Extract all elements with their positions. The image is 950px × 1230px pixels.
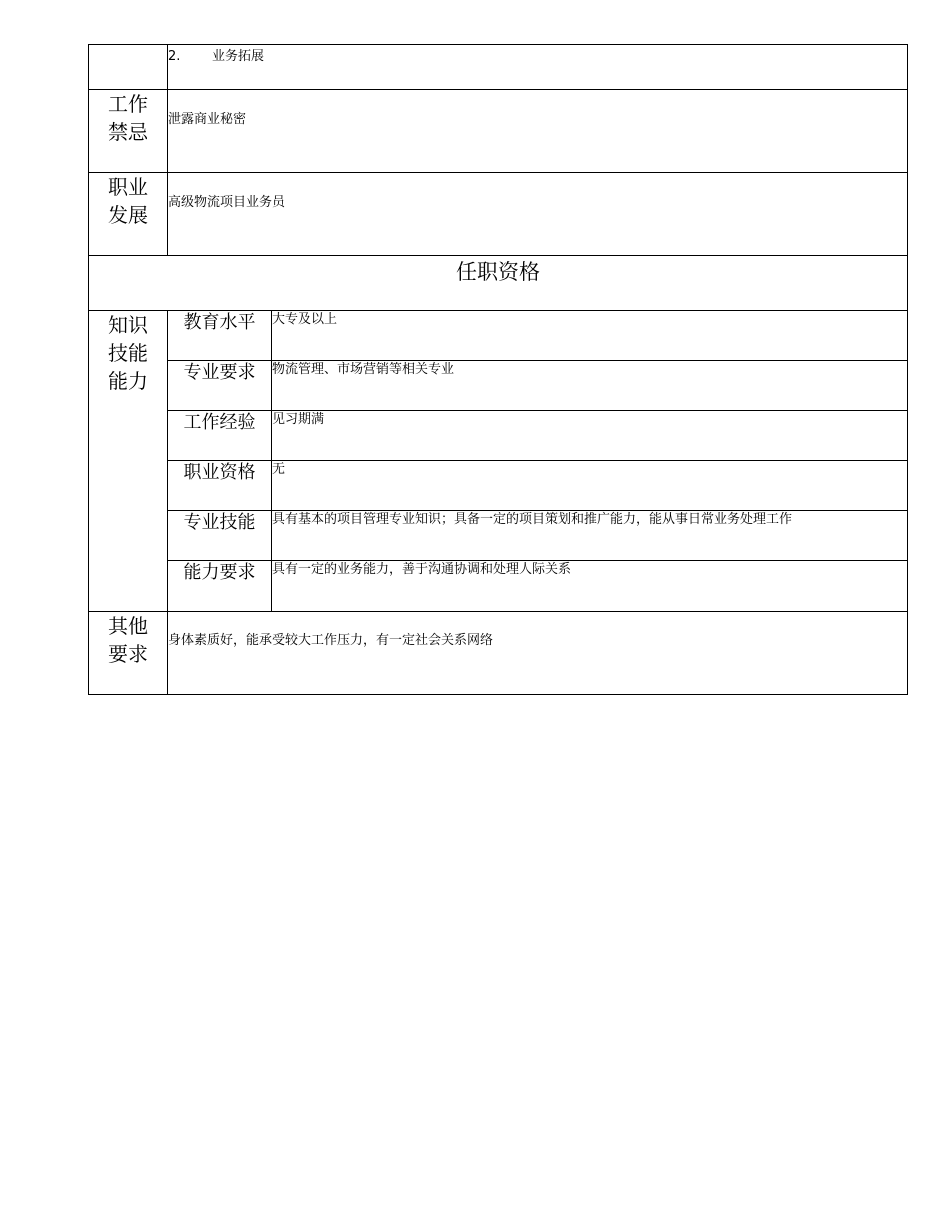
knowledge-row-1 bbox=[89, 311, 908, 361]
career-label bbox=[89, 173, 168, 256]
job-description-table bbox=[88, 44, 908, 695]
knowledge-label bbox=[89, 311, 168, 612]
major-value: 物流管理、市场营销等相关专业 bbox=[272, 361, 908, 411]
career-value: 高级物流项目业务员 bbox=[168, 173, 908, 256]
education-value: 大专及以上 bbox=[272, 311, 908, 361]
other-label bbox=[89, 612, 168, 695]
other-row bbox=[89, 612, 908, 695]
experience-value: 见习期满 bbox=[272, 411, 908, 461]
taboo-value: 泄露商业秘密 bbox=[168, 90, 908, 173]
taboo-label-line2: 禁忌 bbox=[108, 120, 148, 144]
knowledge-row-5 bbox=[89, 511, 908, 561]
knowledge-label-line3: 能力 bbox=[108, 369, 148, 393]
continuation-row bbox=[89, 45, 908, 90]
knowledge-row-4 bbox=[89, 461, 908, 511]
experience-label: 工作经验 bbox=[168, 411, 272, 461]
qualification-label: 职业资格 bbox=[168, 461, 272, 511]
section-title-row bbox=[89, 256, 908, 311]
taboo-label bbox=[89, 90, 168, 173]
knowledge-row-2 bbox=[89, 361, 908, 411]
qualification-value: 无 bbox=[272, 461, 908, 511]
skills-label: 专业技能 bbox=[168, 511, 272, 561]
knowledge-row-6 bbox=[89, 561, 908, 612]
item-number: 2. bbox=[168, 49, 181, 64]
continuation-cell bbox=[168, 45, 908, 90]
ability-label: 能力要求 bbox=[168, 561, 272, 612]
other-label-line2: 要求 bbox=[108, 642, 148, 666]
career-label-line2: 发展 bbox=[108, 203, 148, 227]
education-label: 教育水平 bbox=[168, 311, 272, 361]
ability-value: 具有一定的业务能力，善于沟通协调和处理人际关系 bbox=[272, 561, 908, 612]
knowledge-label-line2: 技能 bbox=[108, 341, 148, 365]
major-label: 专业要求 bbox=[168, 361, 272, 411]
career-row bbox=[89, 173, 908, 256]
taboo-label-line1: 工作 bbox=[108, 92, 148, 116]
knowledge-row-3 bbox=[89, 411, 908, 461]
career-label-line1: 职业 bbox=[108, 175, 148, 199]
empty-label-cell bbox=[89, 45, 168, 90]
skills-value: 具有基本的项目管理专业知识；具备一定的项目策划和推广能力，能从事日常业务处理工作 bbox=[272, 511, 908, 561]
taboo-row bbox=[89, 90, 908, 173]
knowledge-label-line1: 知识 bbox=[108, 313, 148, 337]
item-text: 业务拓展 bbox=[212, 49, 265, 64]
other-label-line1: 其他 bbox=[108, 614, 148, 638]
section-title: 任职资格 bbox=[89, 256, 908, 311]
other-value: 身体素质好，能承受较大工作压力，有一定社会关系网络 bbox=[168, 612, 908, 695]
